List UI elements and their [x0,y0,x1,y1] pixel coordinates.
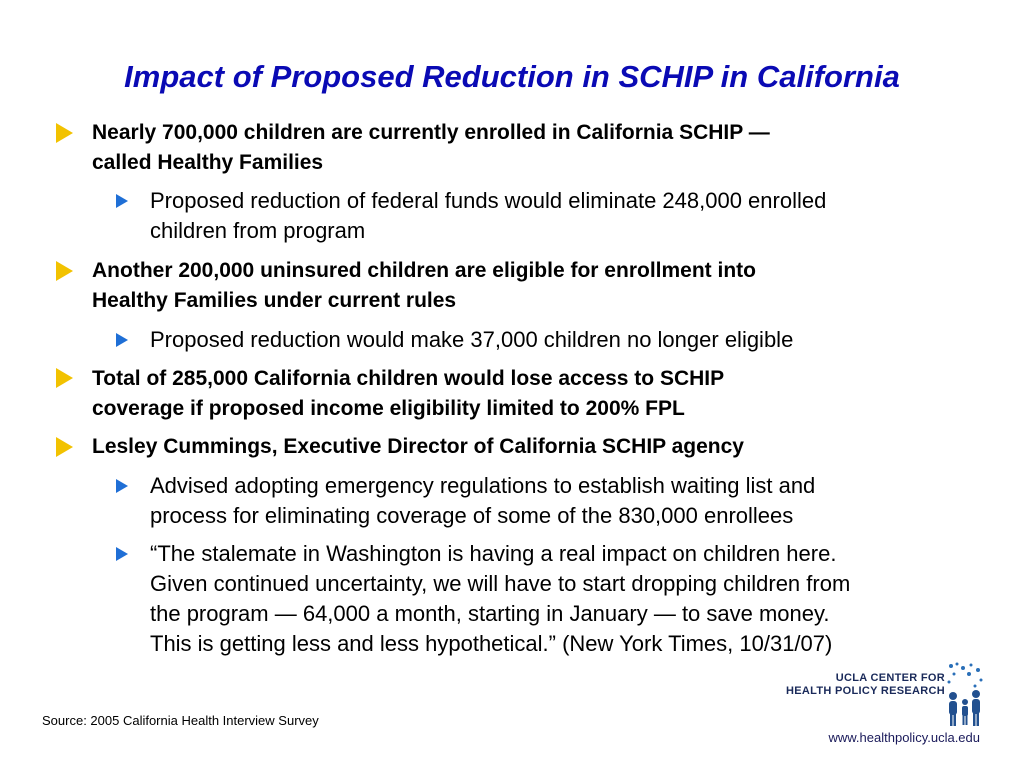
subbullet-item: Proposed reduction would make 37,000 children no longer eligible [150,327,794,352]
source-note: Source: 2005 California Health Interview Survey [42,713,319,728]
arrow-subbullet-icon [116,194,128,208]
arrow-bullet-icon [56,123,73,143]
subbullet-item: Advised adopting emergency regulations to establish waiting list and process for eliminating coverage of some of the 830,000 enrollees [150,473,816,528]
logo-line-2: HEALTH POLICY RESEARCH [786,685,945,697]
website-url: www.healthpolicy.ucla.edu [828,730,980,745]
logo-line-1: UCLA CENTER FOR [835,672,945,684]
arrow-subbullet-icon [116,333,128,347]
arrow-bullet-icon [56,437,73,457]
arrow-subbullet-icon [116,479,128,493]
bullet-item: Another 200,000 uninsured children are eligible for enrollment into Healthy Families under current rules [92,259,756,312]
ucla-logo [786,660,985,728]
arrow-subbullet-icon [116,547,128,561]
arrow-bullet-icon [56,261,73,281]
arrow-bullet-icon [56,368,73,388]
bullet-item: Lesley Cummings, Executive Director of California SCHIP agency [92,435,744,458]
subbullet-item: “The stalemate in Washington is having a real impact on children here. Given continued uncertainty, we will have to start dropping children from the program — 64,000 a month, starting in January — to save money. This is getting less and less hypothetical.” (New York Times, 10/31/07) [150,541,851,656]
people-dots-icon [945,660,985,728]
subbullet-item: Proposed reduction of federal funds would eliminate 248,000 enrolled children from program [150,188,827,243]
bullet-item: Nearly 700,000 children are currently enrolled in California SCHIP — called Healthy Families [92,121,770,174]
bullet-item: Total of 285,000 California children would lose access to SCHIP coverage if proposed income eligibility limited to 200% FPL [92,367,725,420]
slide-title: Impact of Proposed Reduction in SCHIP in California [124,59,900,94]
